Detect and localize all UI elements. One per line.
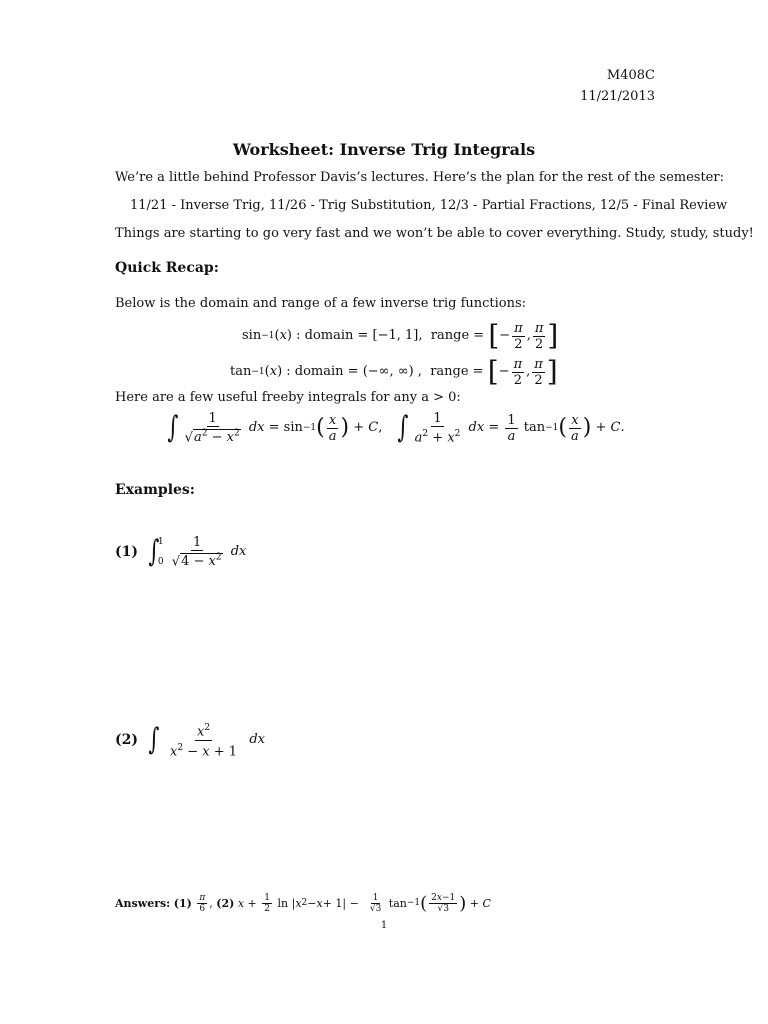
recap-heading: Quick Recap: (115, 260, 219, 276)
answer-2-label: (2) (216, 896, 235, 910)
schedule-line: 11/21 - Inverse Trig, 11/26 - Trig Substitution, 12/3 - Partial Fractions, 12/5 - Final Review (130, 198, 728, 213)
warning-line: Things are starting to go very fast and we won’t be able to cover everything. Study, study, study! (115, 226, 754, 241)
arctan-integral-formula: ∫ $\frac{1}{a^2 + x^2}$ dx = $\frac{1}{a}$ tan −1 ( $\frac{x}{a}$ ) + C . (397, 410, 625, 446)
date: 11/21/2013 (580, 89, 655, 104)
course-code: M408C (606, 68, 655, 83)
intro-line: We’re a little behind Professor Davis’s lectures. Here’s the plan for the rest of the semester: (115, 170, 724, 185)
answers-label: Answers: (115, 896, 171, 910)
answers-line: Answers: (1) $\frac{\pi}{6}$ , (2) x + $\frac{1}{2}$ ln | x 2 − x + 1| − $\frac{1}{√3}$ tan −1 ( $\frac{2x-1}{√3}$ ) + C (115, 892, 491, 914)
answer-1-label: (1) (173, 896, 192, 910)
example-2: (2) ∫ $\frac{x^2}{x^2 - x + 1}$ dx (115, 722, 265, 759)
arctan-range-label: range = (430, 364, 484, 379)
arctan-domain: domain = (−∞, ∞) , (294, 364, 422, 379)
domain-intro: Below is the domain and range of a few inverse trig functions: (115, 296, 527, 311)
arctan-domain-range: tan −1 ( x ) : domain = (−∞, ∞) , range = [ − $\frac{\pi}{2}$ , $\frac{\pi}{2}$ ] (230, 355, 558, 388)
arcsin-range-label: range = (430, 328, 485, 343)
example-1-label: (1) (115, 544, 138, 560)
arcsin-integral-formula: ∫ $\frac{1}{√a^2 - x^2}$ dx = sin −1 ( $\frac{x}{a}$ ) + C , (167, 410, 383, 446)
arcsin-label: sin (242, 328, 262, 343)
example-1: (1) ∫ 1 0 $\frac{1}{√4 - x^2}$ dx (115, 534, 247, 570)
page-title: Worksheet: Inverse Trig Integrals (232, 140, 536, 159)
page-number: 1 (380, 920, 388, 931)
examples-heading: Examples: (115, 482, 195, 498)
arctan-label: tan (230, 364, 252, 379)
integrals-intro: Here are a few useful freeby integrals for any a > 0: (115, 390, 461, 405)
example-2-label: (2) (115, 732, 138, 748)
arcsin-domain-range: sin −1 ( x ) : domain = [−1, 1], range = [ − $\frac{\pi}{2}$ , $\frac{\pi}{2}$ ] (242, 319, 559, 352)
arcsin-domain: domain = [−1, 1], (304, 328, 423, 343)
